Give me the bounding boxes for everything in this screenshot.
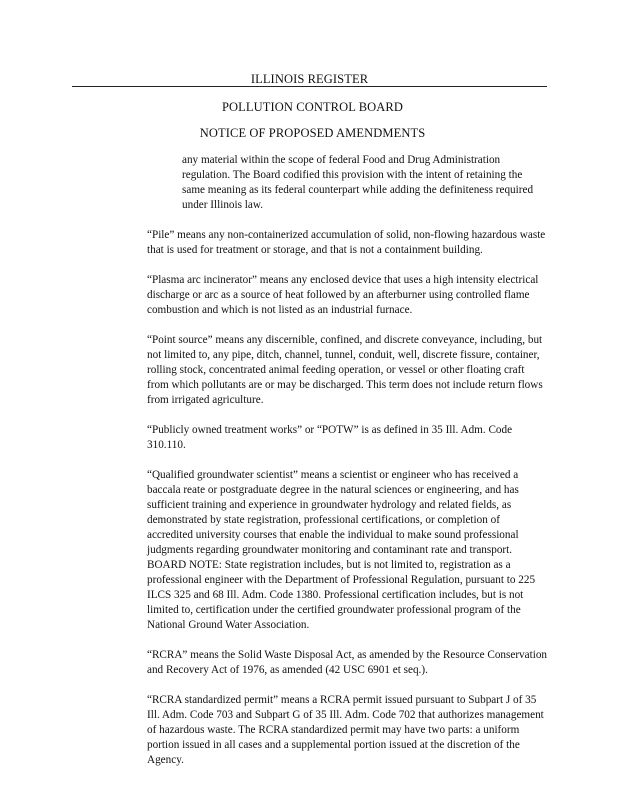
notice-title: NOTICE OF PROPOSED AMENDMENTS: [199, 126, 426, 140]
definition-pile: “Pile” means any non-containerized accumulation of solid, non-flowing hazardous waste that is used for treatment or storage, and that is not a containment building.: [147, 229, 546, 256]
header-rule: [72, 86, 547, 87]
register-title: ILLINOIS REGISTER: [250, 72, 369, 86]
paragraph-continuation: any material within the scope of federal Food and Drug Administration regulation. The Board codified this provision with the intent of retaining the same meaning as its federal counterpart while adding the definiteness required under Illinois law.: [182, 154, 534, 211]
definition-plasma-arc-incinerator: “Plasma arc incinerator” means any enclosed device that uses a high intensity electrical discharge or arc as a source of heat followed by an afterburner using controlled flame combustion and which is not listed as an industrial furnace.: [147, 274, 539, 316]
definition-rcra: “RCRA” means the Solid Waste Disposal Act, as amended by the Resource Conservation and Recovery Act of 1976, as amended (42 USC 6901 et seq.).: [147, 649, 548, 676]
board-note: BOARD NOTE: State registration includes, but is not limited to, registration as a professional engineer with the Department of Professional Regulation, pursuant to 225 ILCS 325 and 68 Ill. Adm. Code 1380. Professional certification includes, but is not limited to, certification under the certified groundwater professional program of the National Ground Water Association.: [147, 559, 536, 631]
agency-title: POLLUTION CONTROL BOARD: [222, 100, 403, 114]
document-body: [147, 153, 547, 783]
definition-point-source: “Point source” means any discernible, confined, and discrete conveyance, including, but not limited to, any pipe, ditch, channel, tunnel, conduit, well, discrete fissure, container, rolling stock, concentrated animal feeding operation, or vessel or other floating craft from which pollutants are or may be discharged. This term does not include return flows from irrigated agriculture.: [147, 334, 543, 406]
definition-qualified-groundwater-scientist: “Qualified groundwater scientist” means a scientist or engineer who has received a baccala reate or postgraduate degree in the natural sciences or engineering, and has sufficient training and experience in groundwater hydrology and related fields, as demonstrated by state registration, professional certifications, or completion of accredited university courses that enable the individual to make sound professional judgments regarding groundwater monitoring and contaminant rate and transport.: [147, 469, 519, 556]
definition-potw: “Publicly owned treatment works” or “POTW” is as defined in 35 Ill. Adm. Code 310.110.: [147, 424, 513, 451]
definition-rcra-standardized-permit: “RCRA standardized permit” means a RCRA permit issued pursuant to Subpart J of 35 Ill. Adm. Code 703 and Subpart G of 35 Ill. Adm. Code 702 that authorizes management of hazardous waste. The RCRA standardized permit may have two parts: a uniform portion issued in all cases and a supplemental portion issued at the discretion of the Agency.: [147, 694, 544, 766]
